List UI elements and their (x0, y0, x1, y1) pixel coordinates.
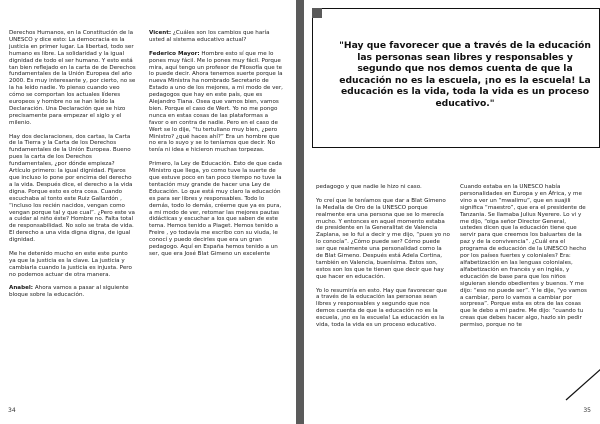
paragraph: Hay dos declaraciones, dos cartas, la Carta de la Tierra y la Carta de los Derechos fundamentales de la Unión Europea. Bueno pues la carta de los Derechos fundamentales, ¿por dónde empieza? Artículo primero: la igual dignidad. Fijaros que incluso lo pone por encima del derecho a la vida. Después dice, el derecho a la vida digna. Porque esto es otra cosa. Cuando escuchaba al tonto este Ruiz Gallardón , “incluso los recién nacidos, vengan como vengan porque tal y que cual”. ¿Pero este va a cuidar al niño éste? Hombre no. Falta total de responsabilidad. No solo se trata de vida. El derecho a una vida digna digna, de igual dignidad. (9, 133, 135, 244)
page-number: 35 (583, 407, 591, 414)
paragraph (9, 285, 136, 299)
paragraph: Yo lo resumiría en esto. Hay que favorecer que a través de la educación las personas sean libres y responsables y segundo que nos demos cuenta de que la educación no es la escuela, ¡no es la escuela! La educación es la vida, toda la vida es un proceso educativo. (316, 287, 447, 329)
paragraph (149, 51, 283, 155)
paragraph: Primero, la Ley de Educación. Esto de que cada Ministro que llega, yo como tuve la suerte de que estuve poco en tan poco tiempo no tuve la tentación muy grande de hacer una Ley de Educación. Lo que está muy claro la educación es para ser libres y responsables. Todo lo demás, todo lo demás, créeme que ya es pura, a mi modo de ver, retomar las mejores pautas didácticas y escuchar a los que saben de este tema. Hemos tenido a Piaget. Hemos tenido a Freire , yo todavía me escribo con su viuda, le conocí y puedo decirles que era un gran pedagogo. Aquí en España hemos tenido a un ser, que era José Blat Gimeno un excelente (149, 161, 282, 257)
page-number: 34 (8, 407, 16, 414)
speaker-text: Ahora vamos a pasar al siguiente bloque sobre la educación. (9, 285, 129, 299)
right-page (304, 0, 600, 424)
paragraph: Cuando estaba en la UNESCO había personalidades en Europa y en África, y me vino a ver un “mwalimu”, que en suajili significa “maestro”, que era el presidente de Tanzania. Se llamaba Julius Nyerere. Lo vi y me dijo, “oiga señor Director General, ustedes dicen que la educación tiene que servir para que creemos los baluartes de la paz y de la convivencia”. ¿Cuál era el programa de educación de la UNESCO hecho por los países fuertes y coloniales? Era: alfabetización en las lenguas coloniales, alfabetización en francés y en inglés, y educación de base para que los niños siguieran siendo obedientes y buenos. Y me dijo: “eso no puede ser”. Y le dije, “yo vamos a cambiar, pero lo vamos a cambiar por sorpresa”. Porque esta es otra de las cosas que le debo a mi padre. Me dijo: “cuando tu creas que debes hacer algo, hazlo sin pedir permiso, porque no te (460, 184, 587, 329)
right-column-1 (316, 184, 450, 336)
paragraph (149, 30, 283, 44)
pull-quote: "Hay que favorecer que a través de la educación las personas sean libres y responsables y segundo que nos demos cuenta de que la educación no es la escuela, ¡no es la escuela! La educación es la vida, toda la vida es un proceso educativo." (339, 40, 591, 109)
speaker-text: Hombre esto sí que me lo pones muy fácil. Me lo pones muy fácil. Porque mira, aquí tengo un profesor de Filosofía que te lo puede decir. Ahora tenemos suerte porque la nueva Ministra ha nombrado Secretario de Estado a uno de los mejores, a mi modo de ver, pedagogos que hay en este país, que es Alejandro Tiana. Osea que vamos bien, vamos bien. Porque el caso de Wert. Yo no me pongo nunca en estas cosas de las plataformas a favor o en contra de nadie. Pero en el caso de Wert se lo dije, “tu tertuliano muy bien, ¿pero Ministro? ¿qué haces ahí?” Era un hombre que no era lo suyo y se lo teníamos que decir. No tenía ni idea e hicieron muchas torpezas. (149, 50, 283, 154)
corner-decoration-icon (562, 366, 600, 402)
paragraph: pedagogo y que nadie le hizo ni caso. (316, 184, 422, 190)
box-corner-notch (312, 8, 322, 18)
left-page (0, 0, 296, 424)
speaker-label: Federico Mayor: (149, 50, 200, 57)
paragraph: Me he detenido mucho en este este punto ya que la justicia es la clave. La justicia y cambiarla cuando la justicia es injusta. Pero no podemos actuar de otra manera. (9, 250, 132, 278)
diagonal-line (566, 368, 600, 400)
left-column-2 (149, 30, 283, 265)
paragraph: Derechos Humanos, en la Constitución de la UNESCO y dice esto: La democracia es la justicia en primer lugar. La libertad, todo ser humano es libre. La solidaridad y la igual dignidad de todo el ser humano. Y esto está tan bien reflejado en la carta de de Derechos fundamentales de la Unión Europea del año 2000. Es muy interesante y, por cierto, no se la ha leído nadie. Yo pienso cuando veo cómo se comportan los actuales líderes europeos y hombre no se han leído la Declaración. Una Declaración que se hizo precisamente para empezar el siglo y el milenio. (9, 30, 136, 126)
speaker-text: ¿Cuáles son los cambios que haría usted al sistema educativo actual? (149, 30, 270, 43)
paragraph: Yo creí que le teníamos que dar a Blat Gimeno la Medalla de Oro de la UNESCO porque realmente era una persona que se lo merecía mucho. Y entonces en aquel momento estaba de presidente en la Generalitat de Valencia Zaplana, se lo fui a decir y me dijo, “pues yo no lo conocía”. ¿Cómo puede ser? Cómo puede ser que realmente una personalidad como la de Blat Gimeno. Después está Adela Cortina, también en Valencia, buenísima. Estos son, estos son los que te tienen que decir que hay que hacer en educación. (316, 197, 450, 280)
speaker-label: Vicent: (149, 30, 172, 36)
right-column-2 (460, 184, 588, 336)
speaker-label: Anabel: (9, 285, 34, 292)
left-column-1 (9, 30, 136, 306)
